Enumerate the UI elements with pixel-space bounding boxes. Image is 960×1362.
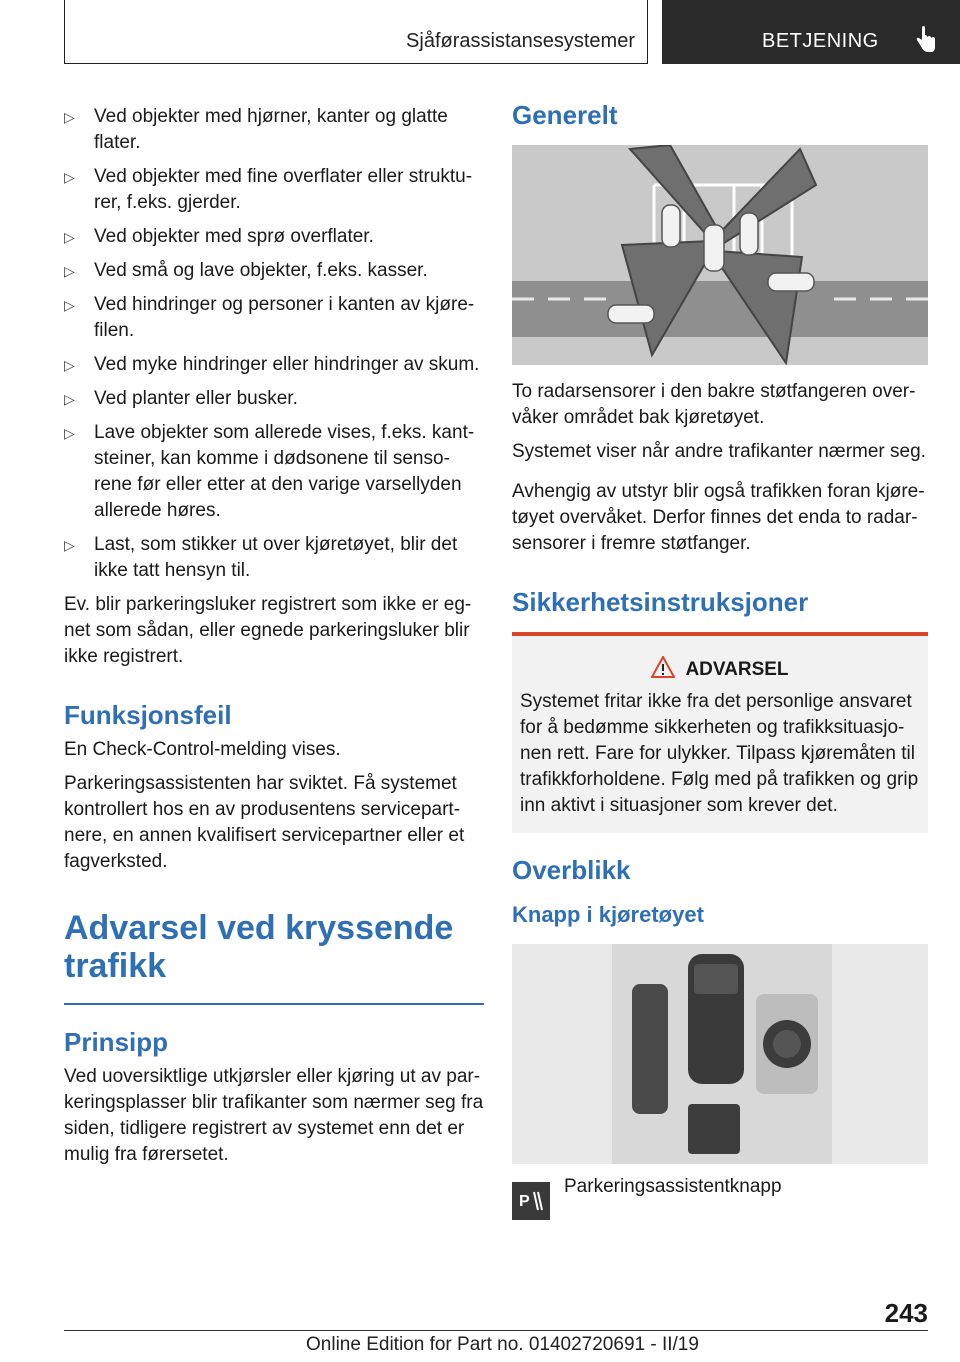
heading-malfunction: Funksjonsfeil — [64, 700, 232, 730]
list-item: ▷ Ved objekter med hjørner, kanter og glatte flater. — [64, 106, 448, 153]
heading-cross-traffic: Advarsel ved kryssende trafikk — [64, 909, 454, 985]
list-item: ▷ Ved myke hindringer eller hindringer av skum. — [64, 352, 484, 378]
general-text-3: Avhengig av utstyr blir også trafikken foran kjøre-tøyet overvåket. Derfor finnes det enda to radar-sensorer i fremre støtfanger. — [512, 481, 925, 554]
list-item: ▷ Ved hindringer og personer i kanten av kjøre-filen. — [64, 294, 475, 341]
parking-slot-note: Ev. blir parkeringsluker registrert som ikke er eg-net som sådan, eller egnede parkeringsluker blir ikke registrert. — [64, 594, 472, 667]
footer-rule — [64, 1330, 928, 1331]
general-text-2: Systemet viser når andre trafikanter nærmer seg. — [512, 441, 926, 462]
triangle-bullet-icon: ▷ — [64, 357, 75, 373]
triangle-bullet-icon: ▷ — [64, 425, 75, 441]
heading-rule — [64, 1003, 484, 1005]
limitations-list — [64, 104, 484, 584]
center-console-image — [512, 944, 928, 1164]
hand-pointer-icon — [914, 26, 936, 54]
parking-assistant-icon — [512, 1182, 550, 1220]
triangle-bullet-icon: ▷ — [64, 263, 75, 279]
right-column — [512, 100, 928, 1226]
list-item: ▷ Lave objekter som allerede vises, f.eks. kant-steiner, kan komme i dødsonene til senso-rene før eller etter at den varige varsellyden allerede høres. — [64, 422, 475, 521]
heading-safety: Sikkerhetsinstruksjoner — [512, 587, 809, 617]
heading-general: Generelt — [512, 100, 618, 130]
header-section-box — [64, 0, 648, 64]
triangle-bullet-icon: ▷ — [64, 109, 75, 125]
header-section-title: Sjåførassistansesystemer — [406, 30, 635, 52]
left-column — [64, 104, 484, 1176]
general-text-1: To radarsensorer i den bakre støtfangeren over-våker området bak kjøretøyet. — [512, 381, 916, 428]
warning-title-row — [520, 656, 920, 681]
triangle-bullet-icon: ▷ — [64, 537, 75, 553]
heading-vehicle-button: Knapp i kjøretøyet — [512, 902, 704, 927]
footer-edition: Online Edition for Part no. 01402720691 - II/19 — [306, 1334, 699, 1355]
list-item: ▷ Ved planter eller busker. — [64, 386, 484, 412]
warning-box — [512, 632, 928, 833]
page-number: 243 — [884, 1298, 928, 1328]
list-item: ▷ Ved objekter med fine overflater eller struktu-rer, f.eks. gjerder. — [64, 166, 473, 213]
radar-coverage-illustration — [512, 145, 928, 365]
parking-button-row — [512, 1176, 928, 1226]
principle-text: Ved uoversiktlige utkjørsler eller kjøring ut av par-keringsplasser blir trafikanter som nærmer seg fra siden, tidligere registrert av systemet enn det er mulig fra førersetet. — [64, 1066, 484, 1165]
list-item: ▷ Last, som stikker ut over kjøretøyet, blir det ikke tatt hensyn til. — [64, 534, 458, 581]
triangle-bullet-icon: ▷ — [64, 391, 75, 407]
list-item: ▷ Ved små og lave objekter, f.eks. kasser. — [64, 258, 484, 284]
header-chapter-box — [662, 0, 960, 64]
warning-text: Systemet fritar ikke fra det personlige ansvaret for å bedømme sikkerheten og trafikksituasjo-nen rett. Fare for ulykker. Tilpass kjøremåten til trafikkforholdene. Følg med på trafikken og grip inn aktivt i situasjoner som krever det. — [520, 691, 919, 816]
warning-title: ADVARSEL — [685, 659, 789, 680]
parking-button-caption: Parkeringsassistentknapp — [564, 1176, 782, 1197]
malfunction-text-2: Parkeringsassistenten har sviktet. Få systemet kontrollert hos en av produsentens servicepart-nere, en annen kvalifisert servicepartner eller et fagverksted. — [64, 773, 465, 872]
malfunction-text-1: En Check-Control-melding vises. — [64, 739, 341, 760]
svg-text:P: P — [519, 1193, 530, 1210]
triangle-bullet-icon: ▷ — [64, 297, 75, 313]
warning-triangle-icon — [651, 656, 675, 678]
header-chapter-title: BETJENING — [762, 30, 879, 52]
heading-principle: Prinsipp — [64, 1027, 169, 1057]
heading-overview: Overblikk — [512, 855, 631, 885]
triangle-bullet-icon: ▷ — [64, 169, 75, 185]
triangle-bullet-icon: ▷ — [64, 229, 75, 245]
list-item: ▷ Ved objekter med sprø overflater. — [64, 224, 484, 250]
